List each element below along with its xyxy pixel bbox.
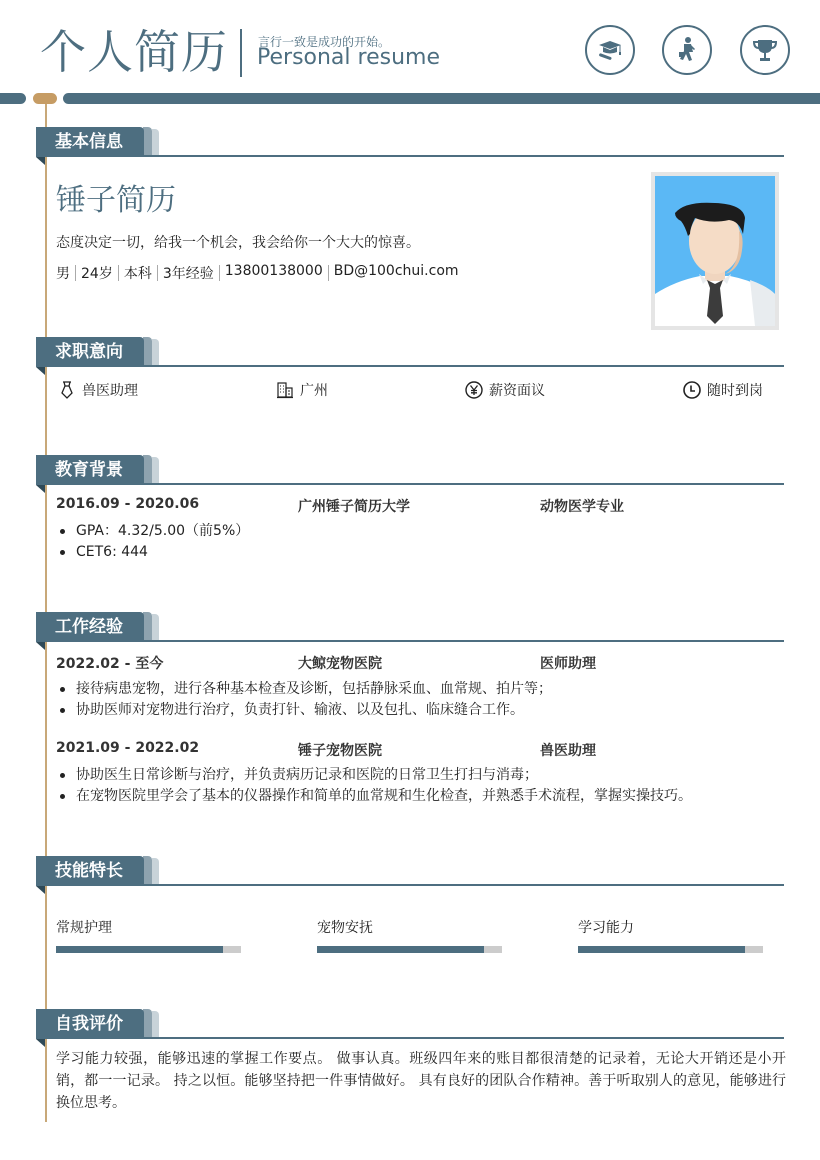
skill-progress-bar xyxy=(56,946,241,953)
intent-city: 广州 xyxy=(276,380,328,400)
edu-details xyxy=(58,521,249,563)
section-title: 工作经验 xyxy=(36,612,144,642)
skill-item xyxy=(578,917,763,953)
gender: 男 xyxy=(56,266,70,282)
work-period: 2021.09 - 2022.02 xyxy=(56,740,200,756)
intent-availability: 随时到岗 xyxy=(683,380,763,400)
candidate-name: 锤子简历 xyxy=(56,183,176,218)
avatar xyxy=(651,172,779,330)
trophy-icon xyxy=(740,25,790,75)
list-item: CET6: 444 xyxy=(58,542,249,563)
list-item: 在宠物医院里学会了基本的仪器操作和简单的血常规和生化检查，并熟悉手术流程，掌握实操技巧。 xyxy=(58,786,692,807)
header-bar-main xyxy=(63,93,820,104)
edu-major: 动物医学专业 xyxy=(540,499,624,515)
skill-progress-bar xyxy=(317,946,502,953)
title-divider xyxy=(240,29,242,77)
section-header-basic xyxy=(36,127,784,157)
work-role: 兽医助理 xyxy=(540,743,596,759)
motto: 态度决定一切，给我一个机会，我会给你一个大大的惊喜。 xyxy=(56,235,420,251)
section-title: 教育背景 xyxy=(36,455,144,485)
work-role: 医师助理 xyxy=(540,656,596,672)
work-details xyxy=(58,679,552,721)
edu-period: 2016.09 - 2020.06 xyxy=(56,496,200,512)
skill-item xyxy=(317,917,502,953)
list-item: GPA：4.32/5.00（前5%） xyxy=(58,521,249,542)
yen-icon xyxy=(465,380,483,400)
section-header-work xyxy=(36,612,784,642)
work-entry xyxy=(56,740,784,760)
building-icon xyxy=(276,380,294,400)
email: BD@100chui.com xyxy=(333,263,459,279)
skill-label: 学习能力 xyxy=(578,920,634,936)
phone: 13800138000 xyxy=(224,263,323,279)
self-evaluation-text: 学习能力较强，能够迅速的掌握工作要点。 做事认真。班级四年来的账目都很清楚的记录着，无论大开销还是小开销，都一一记录。 持之以恒。能够坚持把一件事情做好。 具有良好的团队合作精神。善于听取别人的意见，能够进行换位思考。 xyxy=(56,1051,786,1111)
skill-label: 常规护理 xyxy=(56,920,112,936)
list-item: 协助医生日常诊断与治疗，并负责病历记录和医院的日常卫生打扫与消毒； xyxy=(58,765,692,786)
resume-subtitle: Personal resume xyxy=(257,45,440,70)
section-title: 自我评价 xyxy=(36,1009,144,1039)
section-header-self xyxy=(36,1009,784,1039)
resume-title: 个人简历 xyxy=(40,25,228,79)
graduation-cap-icon xyxy=(585,25,635,75)
header-bar-left xyxy=(0,93,26,104)
list-item: 协助医师对宠物进行治疗，负责打针、输液、以及包扎、临床缝合工作。 xyxy=(58,700,552,721)
education-entry xyxy=(56,496,784,516)
work-entry xyxy=(56,653,784,673)
skill-item xyxy=(56,917,241,953)
list-item: 接待病患宠物，进行各种基本检查及诊断，包括静脉采血、血常规、拍片等； xyxy=(58,679,552,700)
section-title: 基本信息 xyxy=(36,127,144,157)
section-header-intent xyxy=(36,337,784,367)
work-company: 大鲸宠物医院 xyxy=(298,656,382,672)
experience: 3年经验 xyxy=(162,266,214,282)
section-header-skills xyxy=(36,856,784,886)
clock-icon xyxy=(683,380,701,400)
work-details xyxy=(58,765,692,807)
edu-school: 广州锤子简历大学 xyxy=(298,499,410,515)
intent-salary: 薪资面议 xyxy=(465,380,545,400)
slogan: 言行一致是成功的开始。 xyxy=(258,35,391,49)
skill-progress-bar xyxy=(578,946,763,953)
intent-position: 兽医助理 xyxy=(58,380,138,400)
header-bar-gold xyxy=(33,93,57,104)
section-title: 技能特长 xyxy=(36,856,144,886)
work-company: 锤子宠物医院 xyxy=(298,743,382,759)
skill-label: 宠物安抚 xyxy=(317,920,373,936)
businessman-running-icon xyxy=(662,25,712,75)
section-title: 求职意向 xyxy=(36,337,144,367)
section-header-education xyxy=(36,455,784,485)
work-period: 2022.02 - 至今 xyxy=(56,656,164,672)
degree: 本科 xyxy=(123,266,152,282)
personal-meta xyxy=(56,263,459,283)
age: 24岁 xyxy=(81,266,113,282)
tie-icon xyxy=(58,380,76,400)
